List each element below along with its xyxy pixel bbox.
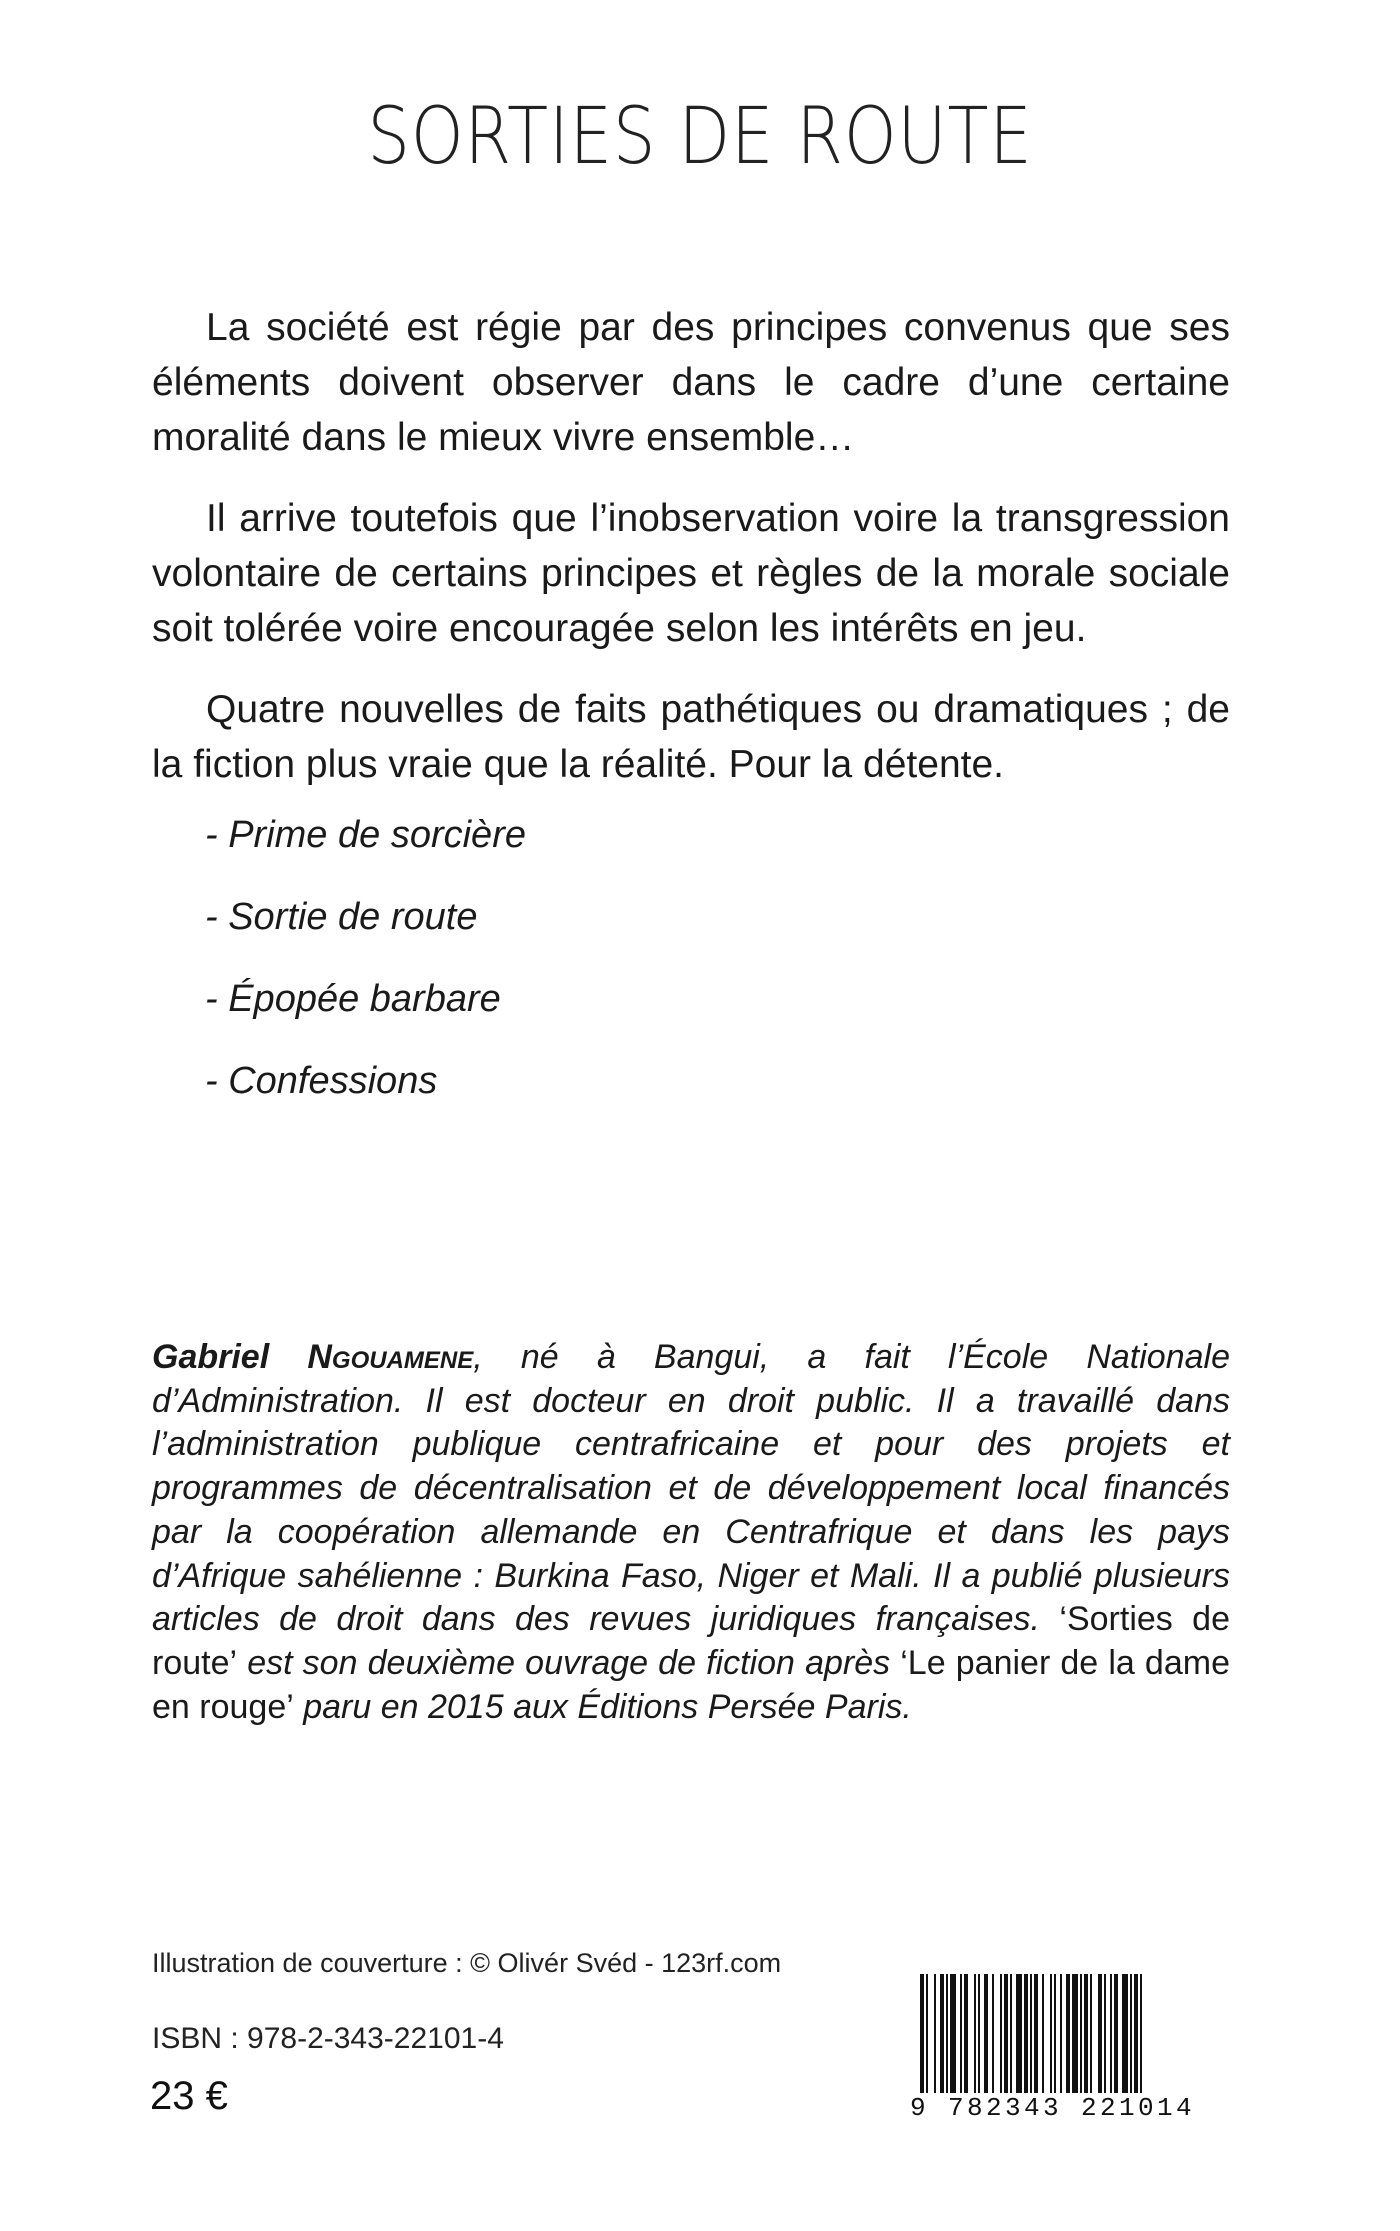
blurb-paragraph: Quatre nouvelles de faits pathétiques ou dramatiques ; de la fiction plus vraie que la réalité. Pour la détente. bbox=[152, 688, 1230, 786]
price: 23 € bbox=[150, 2074, 228, 2118]
author-bio bbox=[152, 1336, 1230, 1729]
illustration-credit: Illustration de couverture : © Olivér Svéd - 123rf.com bbox=[152, 1948, 782, 1978]
author-bio-text: paru en 2015 aux Éditions Persée Paris. bbox=[293, 1687, 912, 1726]
barcode-icon bbox=[908, 1968, 1232, 2108]
book-reference: ‘Sorties de route’ bbox=[152, 1600, 1230, 1682]
blurb-paragraph: Il arrive toutefois que l’inobservation voire la transgression volontaire de certains principes et règles de la morale sociale soit tolérée voire encouragée selon les intérêts en jeu. bbox=[152, 497, 1230, 650]
book-reference: ‘Le panier de la dame en rouge’ bbox=[152, 1643, 1230, 1726]
author-first-name: Gabriel bbox=[152, 1338, 270, 1376]
book-title: SORTIES DE ROUTE bbox=[367, 92, 1033, 182]
story-list bbox=[205, 808, 526, 1136]
isbn: ISBN : 978-2-343-22101-4 bbox=[152, 2022, 504, 2055]
blurb-paragraph: La société est régie par des principes convenus que ses éléments doivent observer dans le cadre d’une certaine moralité dans le mieux vivre ensemble… bbox=[152, 306, 1230, 459]
author-bio-text: est son deuxième ouvrage de fiction après bbox=[237, 1643, 901, 1682]
story-item: - Sortie de route bbox=[205, 896, 478, 938]
story-item: - Épopée barbare bbox=[205, 978, 501, 1020]
story-item: - Prime de sorcière bbox=[205, 814, 526, 856]
story-item: - Confessions bbox=[205, 1060, 438, 1102]
author-bio-text: , né à Bangui, a fait l’École Nationale d’Administration. Il est docteur en droit public. Il a travaillé dans l’administration publique centrafricaine et pour des projets et programmes de décentralisation et de développement local financés par la coopération allemande en Centrafrique et dans les pays d’Afrique sahélienne : Burkina Faso, Niger et Mali. Il a publié plusieurs articles de droit dans des revues juridiques françaises. bbox=[152, 1338, 1230, 1639]
author-last-name: Ngouamene bbox=[307, 1338, 474, 1376]
barcode-digits: 9 782343 221014 bbox=[908, 2093, 1232, 2123]
back-cover-blurb bbox=[152, 300, 1230, 818]
